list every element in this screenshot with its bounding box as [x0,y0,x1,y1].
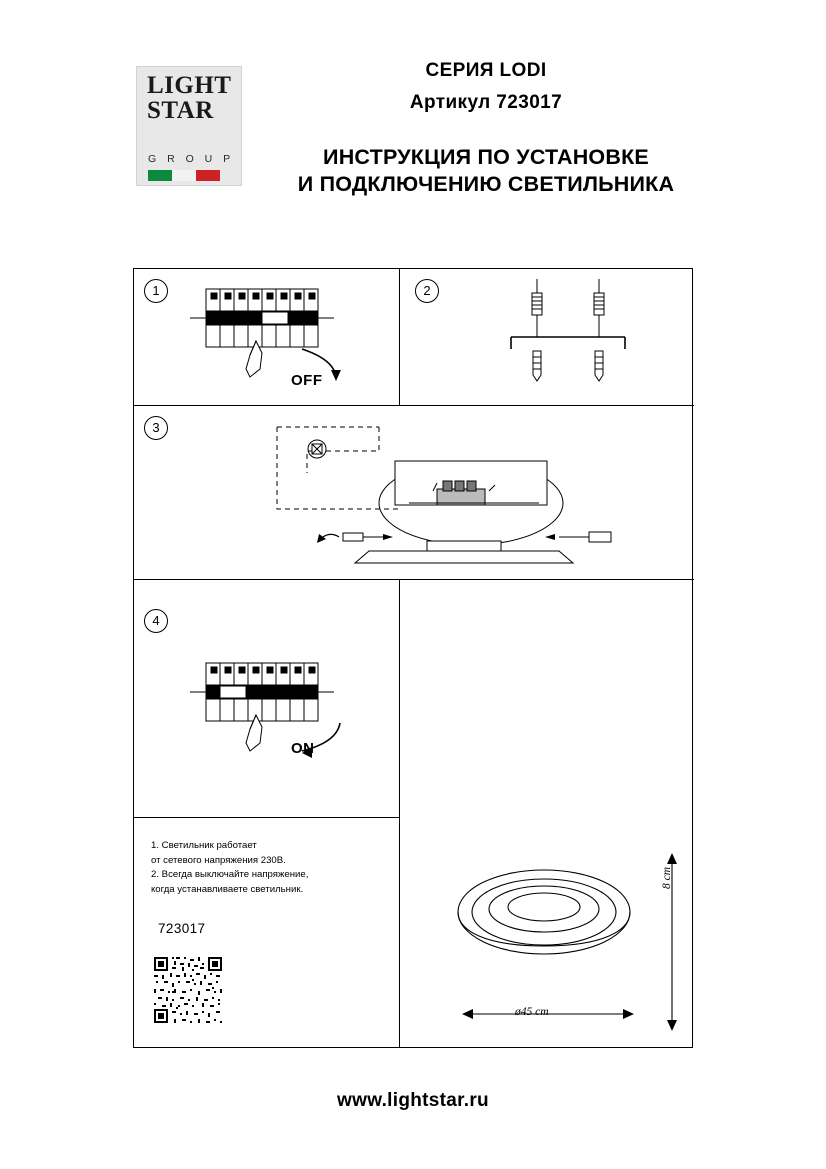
note-line-4: когда устанавливаете светильник. [151,883,304,895]
step-number-1: 1 [144,279,168,303]
document-title-line-2: И ПОДКЛЮЧЕНИЮ СВЕТИЛЬНИКА [297,172,675,196]
series-title: СЕРИЯ LODI [425,60,547,81]
step-3-illustration [259,411,649,573]
note-line-2: от сетевого напряжения 230В. [151,854,286,866]
step-number-3: 3 [144,416,168,440]
note-line-1: 1. Светильник работает [151,840,257,851]
step-number-2: 2 [415,279,439,303]
grid-divider-1 [134,405,694,406]
document-title-line-1: ИНСТРУКЦИЯ ПО УСТАНОВКЕ [323,145,649,169]
step-4-caption: ON [291,740,315,757]
grid-divider-3 [134,817,399,818]
italy-flag-icon [148,170,220,181]
grid-divider-2 [134,579,694,580]
logo-line-2: STAR [147,97,214,124]
document-header [0,0,826,215]
step-number-4: 4 [144,609,168,633]
grid-divider-5 [399,579,400,1047]
step-4-illustration [184,655,394,775]
safety-notes [151,839,366,897]
diameter-label: ø45 cm [515,1006,549,1018]
grid-divider-4 [399,269,400,405]
product-dimension-illustration [434,809,694,1049]
qr-code [151,954,227,1028]
step-1-illustration [184,281,394,401]
step-1-caption: OFF [291,372,323,389]
instruction-grid [133,268,693,1048]
article-number: Артикул 723017 [409,92,563,113]
logo-line-1: LIGHT [147,72,232,99]
logo-wordmark [147,73,231,123]
brand-logo [136,66,242,186]
logo-group-text: G R O U P [148,153,235,165]
height-label: 8 cm [661,866,673,889]
step-2-illustration [489,275,659,403]
product-code-label: 723017 [158,921,206,936]
note-line-3: 2. Всегда выключайте напряжение, [151,869,309,880]
footer-website[interactable]: www.lightstar.ru [337,1090,489,1111]
